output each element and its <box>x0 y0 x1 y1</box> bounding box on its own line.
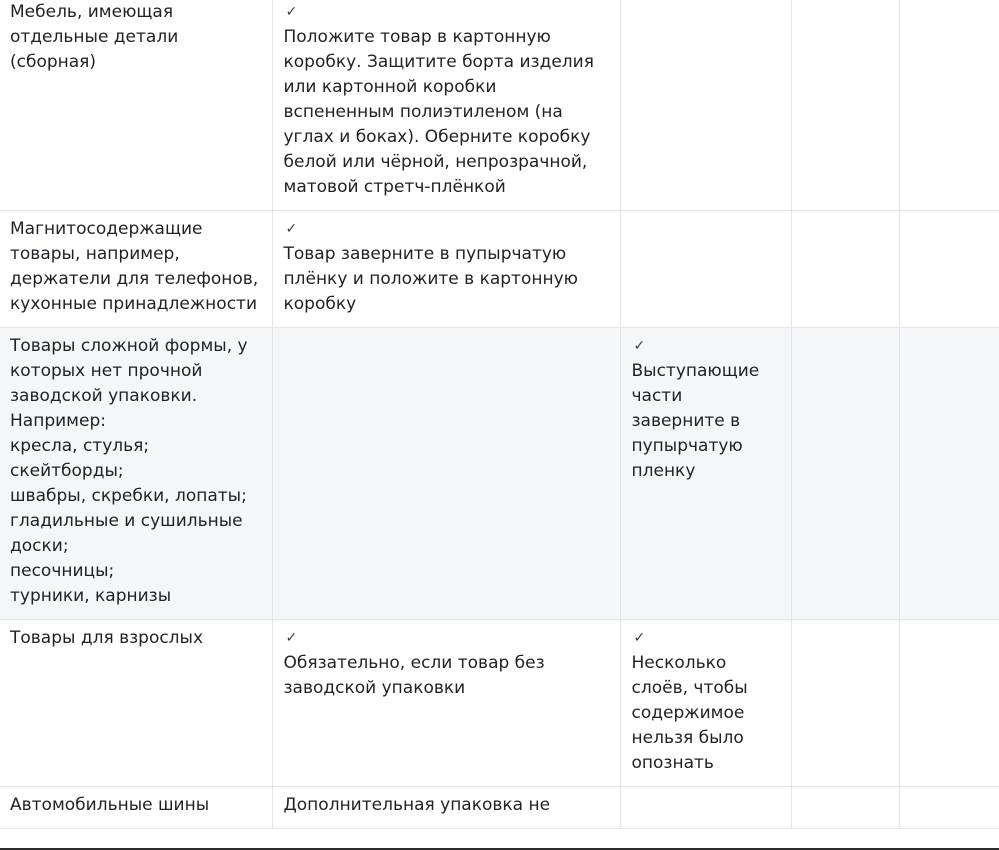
cell-text-line: держатели для телефонов, <box>10 269 259 289</box>
table-row <box>0 328 999 620</box>
cell-text-line: пленку <box>631 461 696 481</box>
cell-text-line: кресла, стулья; <box>10 436 150 456</box>
product-category-cell <box>0 620 272 787</box>
table-row <box>0 620 999 787</box>
cell-text-line: кухонные принадлежности <box>10 294 257 314</box>
cell-text-line: доски; <box>10 536 69 556</box>
requirement-cell <box>791 0 899 211</box>
requirement-cell <box>899 0 999 211</box>
checkmark-icon: ✓ <box>633 338 646 354</box>
cell-text-line: вспененным полиэтиленом (на <box>283 102 563 122</box>
cell-text-line: опознать <box>631 753 714 773</box>
cell-text-line: Автомобильные шины <box>10 795 210 815</box>
cell-text-line: белой или чёрной, непрозрачной, <box>283 152 588 172</box>
requirement-cell <box>899 211 999 328</box>
cell-text-line: отдельные детали <box>10 27 179 47</box>
cell-text-line: товары, например, <box>10 244 180 264</box>
product-category-cell <box>0 328 272 620</box>
table-row <box>0 0 999 211</box>
cell-text-line: швабры, скребки, лопаты; <box>10 486 247 506</box>
requirement-cell <box>272 328 620 620</box>
cell-text-line: Товары для взрослых <box>10 628 204 648</box>
checkmark-icon: ✓ <box>633 630 646 646</box>
cell-text-line: или картонной коробки <box>283 77 497 97</box>
cell-text-line: слоёв, чтобы <box>631 678 748 698</box>
product-category-cell <box>0 0 272 211</box>
requirement-cell <box>899 328 999 620</box>
cell-text-line: Товар заверните в пупырчатую <box>283 244 567 264</box>
cell-text-line: Например: <box>10 411 106 431</box>
requirement-cell <box>620 787 791 829</box>
product-category-cell <box>0 787 272 829</box>
requirement-cell <box>791 328 899 620</box>
cell-text-line: гладильные и сушильные <box>10 511 243 531</box>
requirement-cell <box>791 620 899 787</box>
table-row <box>0 211 999 328</box>
cell-text-line: содержимое <box>631 703 745 723</box>
cell-text-line: Обязательно, если товар без <box>283 653 545 673</box>
cell-text-line: Дополнительная упаковка не <box>283 795 551 815</box>
requirement-cell <box>899 787 999 829</box>
product-category-cell <box>0 211 272 328</box>
requirement-cell <box>791 787 899 829</box>
checkmark-icon: ✓ <box>285 221 298 237</box>
requirement-cell <box>620 620 791 787</box>
checkmark-icon: ✓ <box>285 630 298 646</box>
requirement-cell <box>272 0 620 211</box>
requirement-cell <box>899 620 999 787</box>
cell-text-line: Товары сложной формы, у <box>10 336 248 356</box>
cell-text-line: коробку <box>283 294 357 314</box>
cell-text-line: которых нет прочной <box>10 361 203 381</box>
cell-text-line: песочницы; <box>10 561 115 581</box>
cell-text-line: заводской упаковки <box>283 678 466 698</box>
requirement-cell <box>272 787 620 829</box>
requirement-cell <box>272 620 620 787</box>
requirement-cell <box>620 0 791 211</box>
cell-text-line: углах и боках). Оберните коробку <box>283 127 591 147</box>
cell-text-line: (сборная) <box>10 52 97 72</box>
cell-text-line: заводской упаковки. <box>10 386 198 406</box>
cell-text-line: Положите товар в картонную <box>283 27 551 47</box>
cell-text-line: нельзя было <box>631 728 744 748</box>
cell-text-line: Несколько <box>631 653 727 673</box>
requirement-cell <box>620 211 791 328</box>
cell-text-line: Магнитосодержащие <box>10 219 203 239</box>
requirement-cell <box>272 211 620 328</box>
cell-text-line: турники, карнизы <box>10 586 172 606</box>
requirement-cell <box>791 211 899 328</box>
cell-text-line: коробку. Защитите борта изделия <box>283 52 594 72</box>
requirement-cell <box>620 328 791 620</box>
cell-text-line: заверните в <box>631 411 741 431</box>
table-row <box>0 787 999 829</box>
cell-text-line: пупырчатую <box>631 436 743 456</box>
cell-text-line: плёнку и положите в картонную <box>283 269 578 289</box>
cell-text-line: части <box>631 386 683 406</box>
cell-text-line: скейтборды; <box>10 461 124 481</box>
cell-text-line: Мебель, имеющая <box>10 2 174 22</box>
cell-text-line: Выступающие <box>631 361 760 381</box>
cell-text-line: матовой стретч-плёнкой <box>283 177 506 197</box>
checkmark-icon: ✓ <box>285 4 298 20</box>
